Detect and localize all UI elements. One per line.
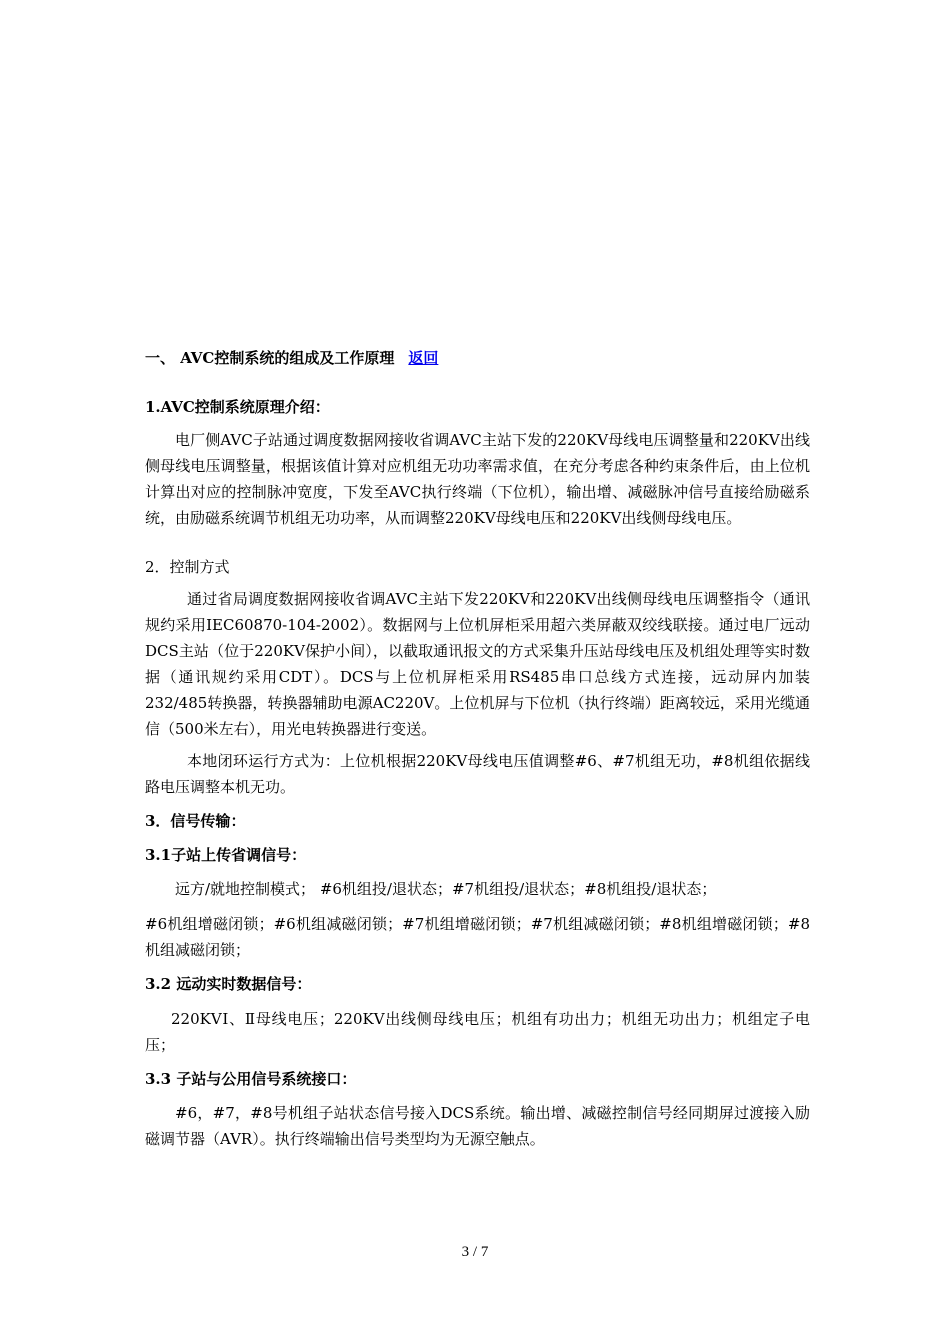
part3-2-paragraph: 220KVⅠ、Ⅱ母线电压；220KV出线侧母线电压；机组有功出力；机组无功出力；机组定子电压； — [145, 1010, 810, 1054]
part2-heading: 2．控制方式 — [145, 558, 230, 576]
part3-1-line-2: #6机组增磁闭锁；#6机组减磁闭锁；#7机组增磁闭锁；#7机组减磁闭锁；#8机组增磁闭锁；#8机组减磁闭锁； — [145, 915, 810, 959]
part1-paragraph: 电厂侧AVC子站通过调度数据网接收省调AVC主站下发的220KV母线电压调整量和220KV出线侧母线电压调整量，根据该值计算对应机组无功功率需求值，在充分考虑各种约束条件后，由上位机计算出对应的控制脉冲宽度，下发至AVC执行终端（下位机），输出增、减磁脉冲信号直接给励磁系统，由励磁系统调节机组无功功率，从而调整220KV母线电压和220KV出线侧母线电压。 — [145, 431, 810, 527]
part3-1-heading: 3.1子站上传省调信号： — [145, 846, 307, 864]
section-title-line — [145, 345, 810, 371]
part2-paragraph-1: 通过省局调度数据网接收省调AVC主站下发220KV和220KV出线侧母线电压调整指令（通讯规约采用IEC60870-104-2002）。数据网与上位机屏柜采用超六类屏蔽双绞线联接。通过电厂远动DCS主站（位于220KV保护小间），以截取通讯报文的方式采集升压站母线电压及机组处理等实时数据（通讯规约采用CDT）。DCS与上位机屏柜采用RS485串口总线方式连接，远动屏内加装232/485转换器，转换器辅助电源AC220V。上位机屏与下位机（执行终端）距离较远，采用光缆通信（500米左右），用光电转换器进行变送。 — [145, 590, 810, 738]
section-title: 一、 AVC控制系统的组成及工作原理 — [145, 349, 395, 367]
part3-3-heading: 3.3 子站与公用信号系统接口： — [145, 1070, 357, 1088]
part2-paragraph-2: 本地闭环运行方式为：上位机根据220KV母线电压值调整#6、#7机组无功，#8机组依据线路电压调整本机无功。 — [145, 752, 810, 796]
page-number: 3 / 7 — [461, 1244, 489, 1260]
part3-3-paragraph: #6，#7，#8号机组子站状态信号接入DCS系统。输出增、减磁控制信号经同期屏过渡接入励磁调节器（AVR）。执行终端输出信号类型均为无源空触点。 — [145, 1104, 810, 1148]
document-body — [145, 345, 810, 1152]
part1-heading: 1.AVC控制系统原理介绍： — [145, 398, 330, 416]
part3-2-heading: 3.2 远动实时数据信号： — [145, 975, 312, 993]
part3-1-line-1: 远方/就地控制模式； #6机组投/退状态；#7机组投/退状态；#8机组投/退状态； — [175, 880, 717, 898]
part3-heading: 3．信号传输： — [145, 812, 246, 830]
return-link[interactable]: 返回 — [408, 349, 439, 367]
